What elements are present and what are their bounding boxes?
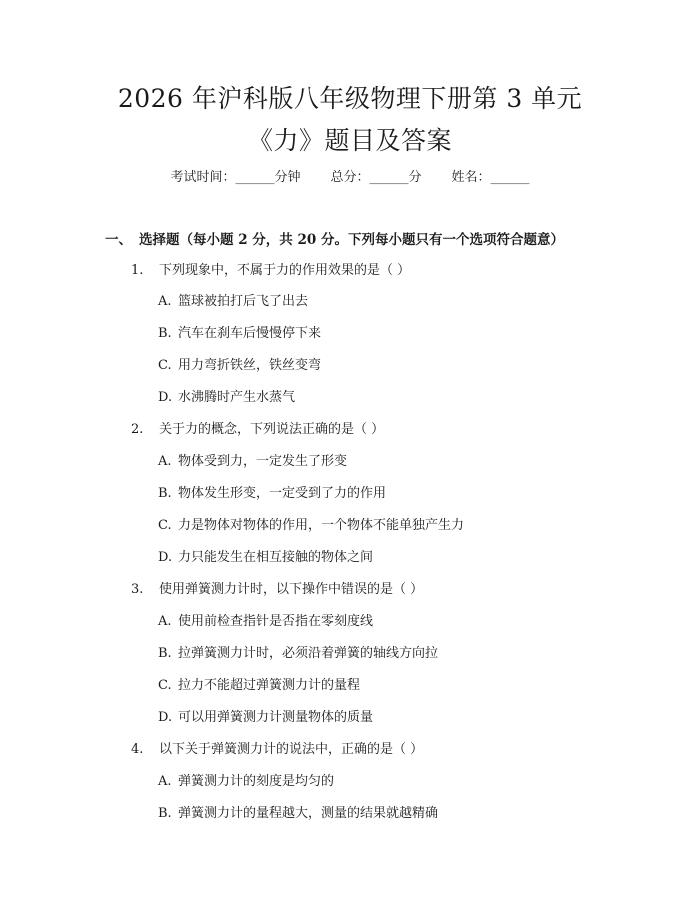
question-text: 下列现象中，不属于力的作用效果的是（ ） — [159, 263, 411, 278]
question-2-option-b — [158, 484, 386, 504]
question-number: 1. — [131, 263, 144, 278]
section-number: 一、 — [105, 232, 132, 248]
option-letter: B. — [158, 326, 172, 341]
option-text: 汽车在刹车后慢慢停下来 — [178, 326, 322, 341]
option-letter: C. — [158, 358, 172, 373]
question-2-option-a — [158, 452, 347, 472]
question-4-option-b — [158, 804, 438, 824]
question-number: 2. — [131, 422, 144, 437]
option-text: 使用前检查指针是否指在零刻度线 — [178, 614, 374, 629]
question-1-option-b — [158, 324, 321, 344]
option-letter: B. — [158, 806, 172, 821]
question-2-option-d — [158, 548, 373, 568]
option-text: 物体受到力，一定发生了形变 — [178, 454, 348, 469]
option-letter: C. — [158, 518, 172, 533]
question-1-option-c — [158, 356, 321, 376]
question-1-option-a — [158, 292, 308, 312]
option-text: 拉力不能超过弹簧测力计的量程 — [178, 678, 361, 693]
option-letter: C. — [158, 678, 172, 693]
question-number: 4. — [131, 742, 144, 757]
option-letter: D. — [158, 710, 173, 725]
option-letter: D. — [158, 550, 173, 565]
page-title-line-1: 2026 年沪科版八年级物理下册第 3 单元 — [117, 84, 583, 113]
section-title: 选择题（每小题 2 分，共 20 分。下列每小题只有一个选项符合题意） — [139, 232, 564, 248]
question-3-option-c — [158, 676, 360, 696]
question-text: 以下关于弹簧测力计的说法中，正确的是（ ） — [159, 742, 424, 757]
option-text: 可以用弹簧测力计测量物体的质量 — [178, 710, 374, 725]
option-letter: A. — [158, 774, 172, 789]
question-3-option-a — [158, 612, 373, 632]
option-text: 物体发生形变，一定受到了力的作用 — [178, 486, 387, 501]
question-4-option-a — [158, 772, 334, 792]
exam-meta — [0, 168, 700, 188]
option-text: 力是物体对物体的作用，一个物体不能单独产生力 — [178, 518, 465, 533]
question-3 — [131, 580, 423, 600]
option-text: 弹簧测力计的刻度是均匀的 — [178, 774, 335, 789]
question-3-option-d — [158, 708, 373, 728]
exam-time-field: 考试时间：______分钟 — [170, 170, 301, 185]
option-letter: B. — [158, 646, 172, 661]
question-2-option-c — [158, 516, 464, 536]
question-2 — [131, 420, 384, 440]
option-text: 用力弯折铁丝，铁丝变弯 — [178, 358, 322, 373]
question-4 — [131, 740, 423, 760]
option-text: 拉弹簧测力计时，必须沿着弹簧的轴线方向拉 — [178, 646, 439, 661]
question-number: 3. — [131, 582, 144, 597]
question-3-option-b — [158, 644, 438, 664]
option-letter: A. — [158, 294, 172, 309]
option-letter: D. — [158, 390, 173, 405]
page-title-line-2: 《力》题目及答案 — [247, 126, 452, 155]
section-heading — [105, 230, 564, 250]
question-text: 关于力的概念，下列说法正确的是（ ） — [159, 422, 385, 437]
question-text: 使用弹簧测力计时，以下操作中错误的是（ ） — [159, 582, 424, 597]
option-text: 力只能发生在相互接触的物体之间 — [178, 550, 374, 565]
option-text: 水沸腾时产生水蒸气 — [178, 390, 296, 405]
name-field: 姓名：______ — [451, 170, 530, 185]
option-letter: B. — [158, 486, 172, 501]
option-text: 弹簧测力计的量程越大，测量的结果就越精确 — [178, 806, 439, 821]
option-letter: A. — [158, 454, 172, 469]
option-text: 篮球被拍打后飞了出去 — [178, 294, 309, 309]
question-1-option-d — [158, 388, 295, 408]
option-letter: A. — [158, 614, 172, 629]
question-1 — [131, 261, 410, 281]
total-score-field: 总分：______分 — [330, 170, 422, 185]
